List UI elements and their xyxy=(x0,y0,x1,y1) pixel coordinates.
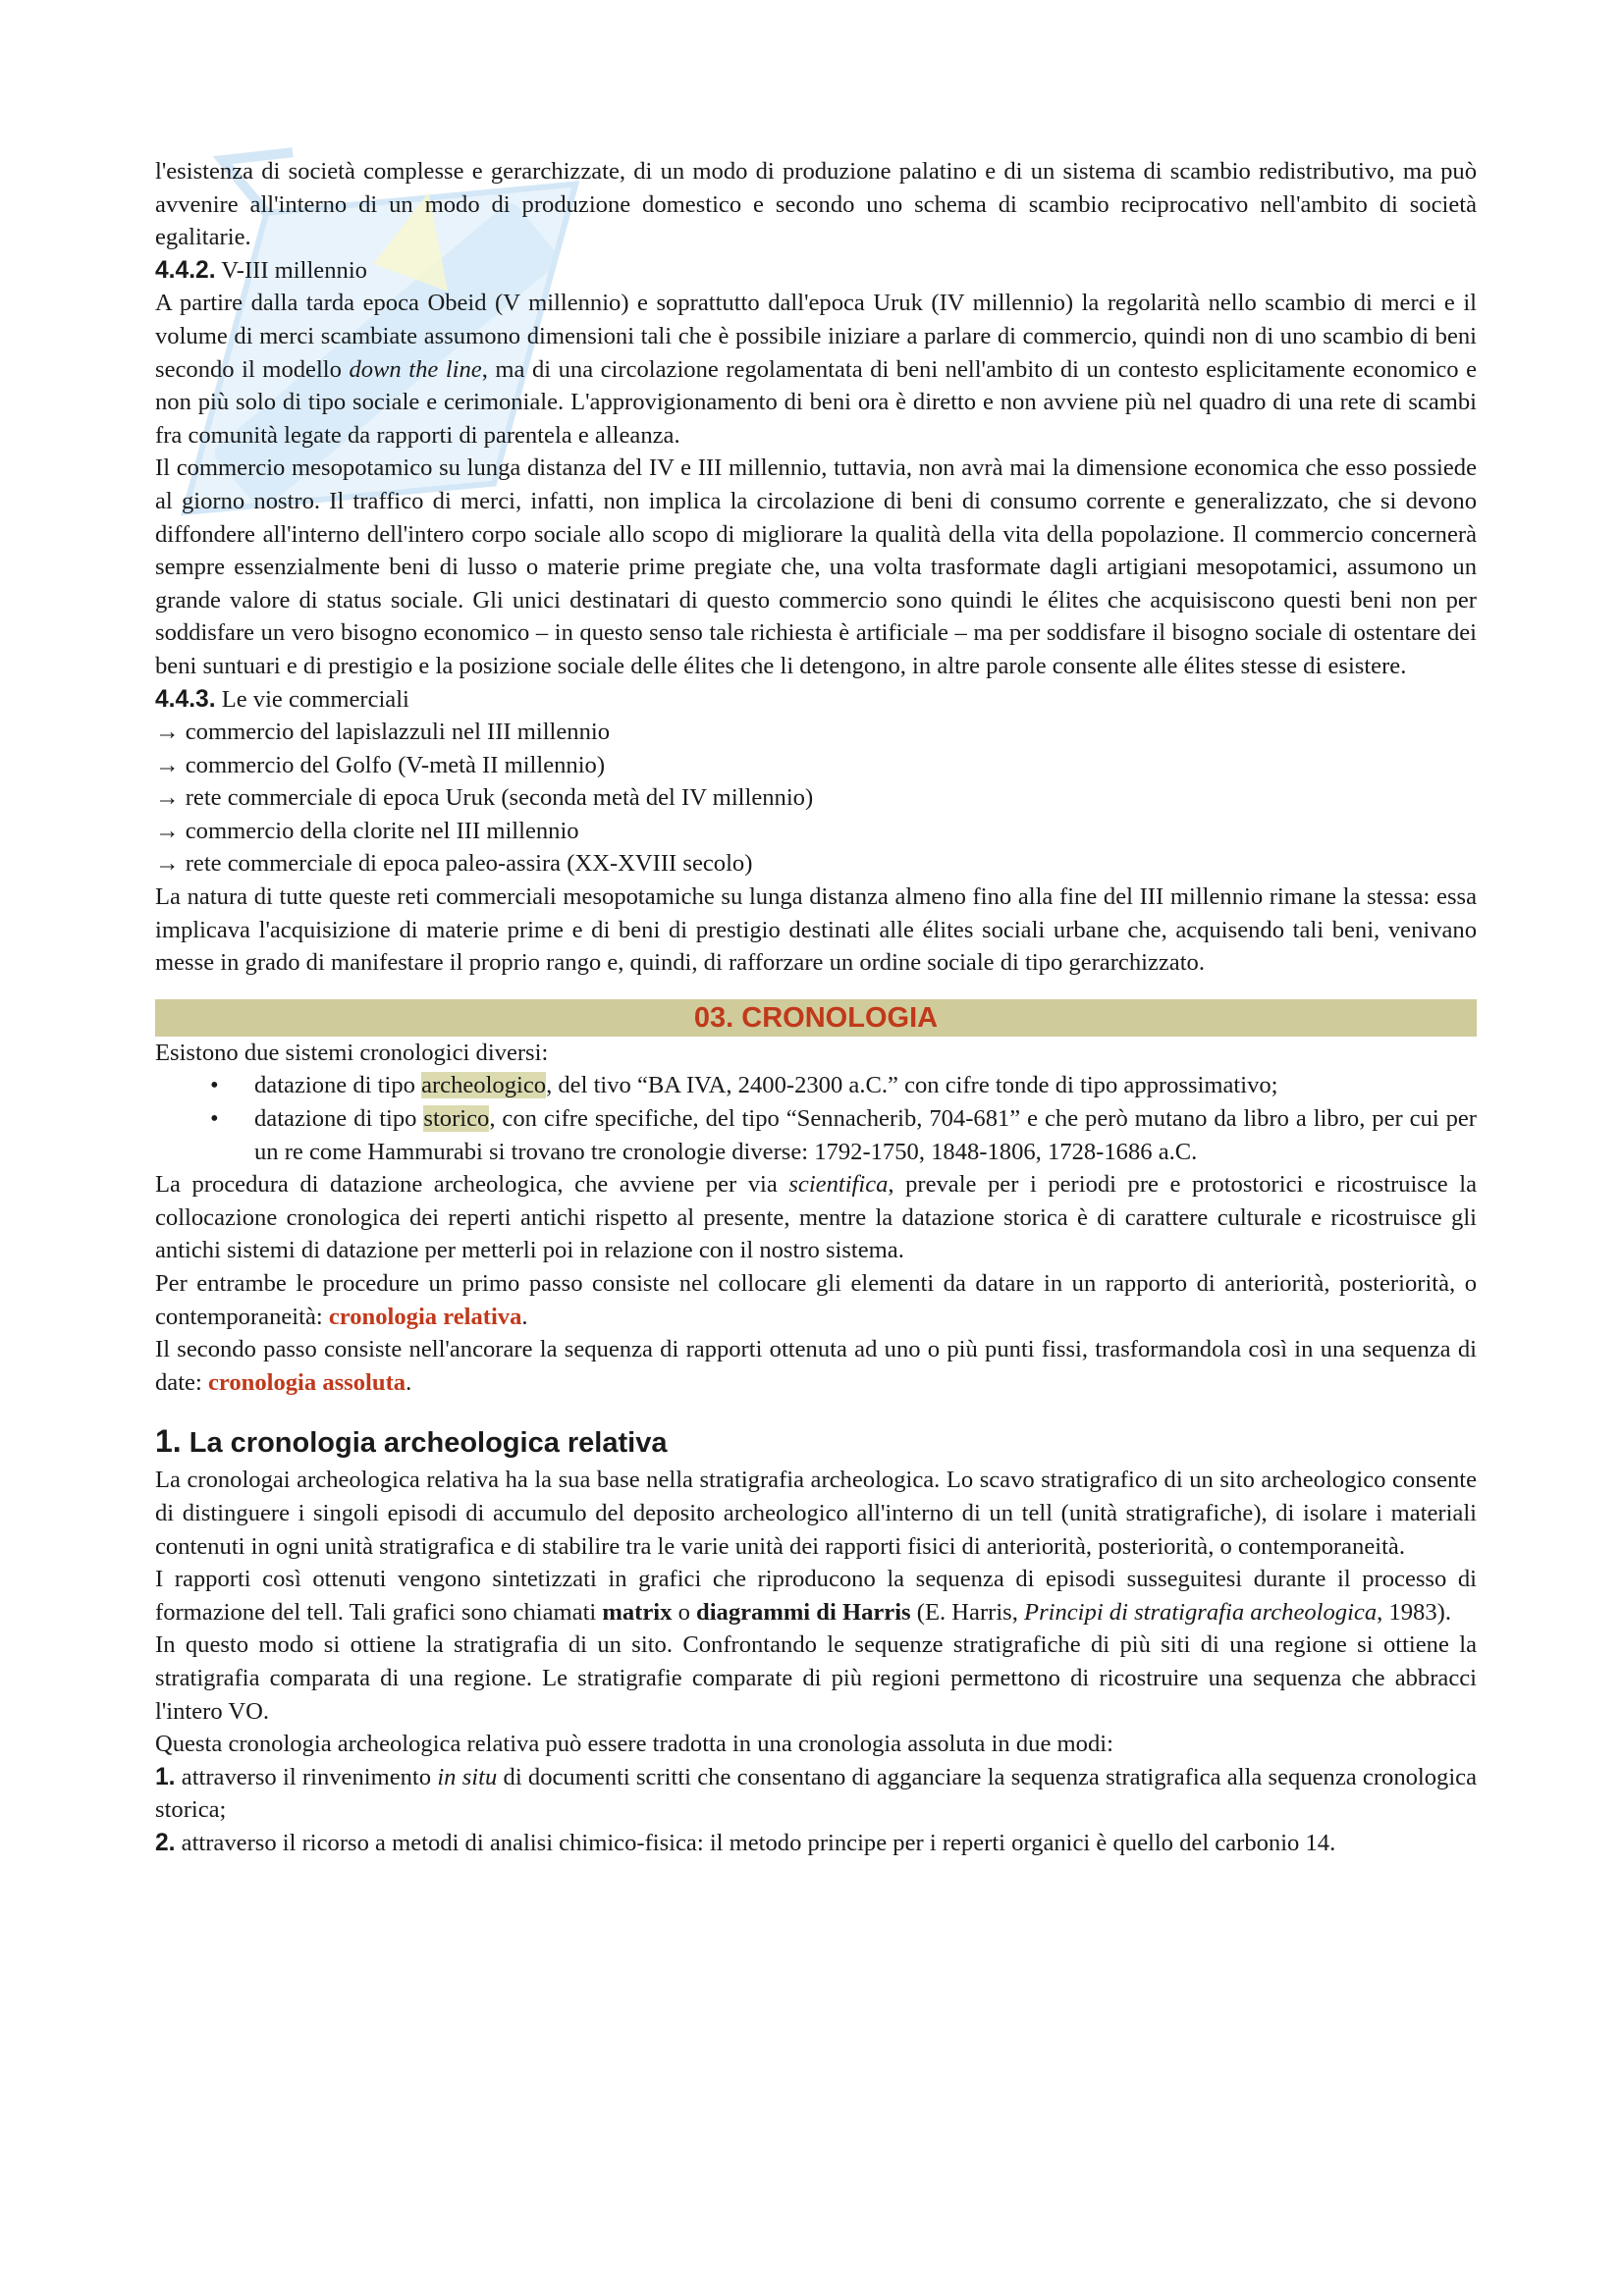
bullet-icon: • xyxy=(210,1105,219,1133)
subheading-number: 4.4.3. xyxy=(155,685,216,713)
paragraph-commercio-mesopotamico: Il commercio mesopotamico su lunga distanza del IV e III millennio, tuttavia, non avrà mai la dimensione economica che esso possiede al giorno nostro. Il traffico di merci, infatti, non implica la circolazione di beni di consumo corrente e generalizzato, che si devono diffondere all'interno dell'intero corpo sociale allo scopo di migliorare la qualità della vita della popolazione. Il commercio concernerà sempre essenzialmente beni di lusso o materie prime pregiate che, una volta trasformate dagli artigiani mesopotamici, assumono un grande valore di status sociale. Gli unici destinatari di questo commercio sono quindi le élites che acquisiscono questi beni non per soddisfare un vero bisogno economico – in questo senso tale richiesta è artificiale – ma per soddisfare il bisogno sociale di ostentare dei beni suntuari e di prestigio e la posizione sociale delle élites che li detengono, in altre parole consente alle élites stesse di esistere. xyxy=(155,454,1477,679)
key-term-cronologia-assoluta: cronologia assoluta xyxy=(207,1368,406,1396)
paragraph-commercio-origini: A partire dalla tarda epoca Obeid (V millennio) e soprattutto dall'epoca Uruk (IV millennio) la regolarità nello scambio di merci e il volume di merci scambiate assumono dimensioni tali che è possibile iniziare a parlare di commercio, quindi non di uno scambio di beni secondo il modello down the line, ma di una circolazione regolamentata di beni nell'ambito di un contesto esplicitamente economico e non più solo di tipo sociale e cerimoniale. L'approvigionamento di beni ora è diretto e non avviene più nel quadro di una rete di scambi fra comunità legate da rapporti di parentela e alleanza. xyxy=(155,290,1477,449)
highlighted-term: storico xyxy=(423,1105,490,1133)
paragraph-primo-passo: Per entrambe le procedure un primo passo consiste nel collocare gli elementi da datare in un rapporto di anteriorità, posteriorità, o contemporaneità: cronologia relativa. xyxy=(155,1270,1477,1330)
key-term-cronologia-relativa: cronologia relativa xyxy=(328,1303,522,1330)
paragraph-natura-reti: La natura di tutte queste reti commerciali mesopotamiche su lunga distanza almeno fino alla fine del III millennio rimane la stessa: essa implicava l'acquisizione di materie prime e di beni di prestigio destinati alle élites sociali urbane che, acquisendo tali beni, venivano messe in grado di manifestare il proprio rango e, quindi, di rafforzare un ordine sociale di tipo gerarchizzato. xyxy=(155,883,1477,977)
subheading-number: 4.4.2. xyxy=(155,256,216,284)
document-body xyxy=(155,155,1477,1860)
routes-list xyxy=(155,716,1477,881)
highlighted-term: archeologico xyxy=(421,1072,547,1099)
subheading-4-4-2 xyxy=(155,254,1477,288)
list-item: → rete commerciale di epoca paleo-assira (XX-XVIII secolo) xyxy=(155,850,753,878)
list-item: • datazione di tipo archeologico, del tivo “BA IVA, 2400-2300 a.C.” con cifre tonde di tipo approssimativo; xyxy=(155,1069,1477,1102)
bullet-icon: • xyxy=(210,1072,219,1099)
paragraph-stratigrafia: La cronologai archeologica relativa ha la sua base nella stratigrafia archeologica. Lo scavo stratigrafico di un sito archeologico consente di distinguere i singoli episodi di accumulo del deposito archeologico all'interno di un tell (unità stratigrafiche), di isolare i materiali contenuti in ogni unità stratigrafica e di stabilire tra le varie unità dei rapporti fisici di anteriorità, posteriorità, o contemporaneità. xyxy=(155,1467,1477,1560)
subheading-4-4-3 xyxy=(155,683,1477,717)
list-item: • datazione di tipo storico, con cifre specifiche, del tipo “Sennacherib, 704-681” e che però mutano da libro a libro, per cui per un re come Hammurabi si trovano tre cronologie diverse: 1792-1750, 1848-1806, 1728-1686 a.C. xyxy=(155,1102,1477,1168)
paragraph-matrix: I rapporti così ottenuti vengono sintetizzati in grafici che riproducono la sequenza di episodi susseguitesi durante il processo di formazione del tell. Tali grafici sono chiamati matrix o diagrammi di Harris (E. Harris, Principi di stratigrafia archeologica, 1983). xyxy=(155,1566,1477,1626)
method-item-2: 2. attraverso il ricorso a metodi di analisi chimico-fisica: il metodo principe per i reperti organici è quello del carbonio 14. xyxy=(155,1829,1336,1856)
list-item: → commercio del lapislazzuli nel III millennio xyxy=(155,719,611,746)
paragraph-secondo-passo: Il secondo passo consiste nell'ancorare la sequenza di rapporti ottenuta ad uno o più punti fissi, trasformandola così in una sequenza di date: cronologia assoluta. xyxy=(155,1336,1477,1396)
section-title-cronologia: 03. CRONOLOGIA xyxy=(155,999,1477,1037)
subheading-title: Le vie commerciali xyxy=(221,685,409,713)
paragraph-intro: l'esistenza di società complesse e gerarchizzate, di un modo di produzione palatino e di un sistema di scambio redistributivo, ma può avvenire all'interno di un modo di produzione domestico e secondo uno schema di scambio reciprocativo nell'ambito di società egalitarie. xyxy=(155,158,1477,251)
method-item-1: 1. attraverso il rinvenimento in situ di documenti scritti che consentano di agganciare la sequenza stratigrafica alla sequenza cronologica storica; xyxy=(155,1763,1478,1824)
list-item: → rete commerciale di epoca Uruk (seconda metà del IV millennio) xyxy=(155,784,814,812)
paragraph-procedura-datazione: La procedura di datazione archeologica, che avviene per via scientifica, prevale per i periodi pre e protostorici e ricostruisce la collocazione cronologica dei reperti antichi rispetto al presente, mentre la datazione storica è di carattere culturale e ricostruisce gli antichi sistemi di datazione per metterli poi in relazione con il nostro sistema. xyxy=(155,1171,1477,1264)
subheading-title: V-III millennio xyxy=(221,256,367,284)
chronology-bullets xyxy=(155,1069,1477,1168)
heading-title: La cronologia archeologica relativa xyxy=(189,1427,668,1460)
heading-cronologia-relativa xyxy=(155,1422,1477,1462)
list-item: → commercio della clorite nel III millennio xyxy=(155,817,579,844)
paragraph-stratigrafia-comparata: In questo modo si ottiene la stratigrafia di un sito. Confrontando le sequenze stratigrafiche di più siti di una regione si ottiene la stratigrafia comparata di una regione. Le stratigrafie comparate di più regioni permettono di ricostruire una sequenza che abbracci l'intero VO. xyxy=(155,1631,1477,1725)
paragraph-due-modi: Questa cronologia archeologica relativa può essere tradotta in una cronologia assoluta in due modi: xyxy=(155,1731,1113,1758)
heading-number: 1. xyxy=(155,1423,182,1460)
list-item: → commercio del Golfo (V-metà II millennio) xyxy=(155,751,606,778)
paragraph-sistemi: Esistono due sistemi cronologici diversi: xyxy=(155,1039,549,1066)
